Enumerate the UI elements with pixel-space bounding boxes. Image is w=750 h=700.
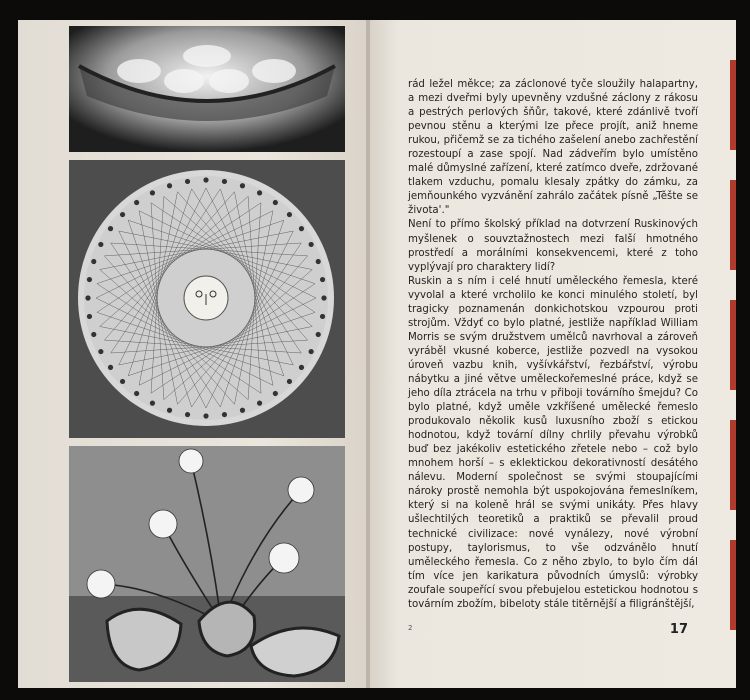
signature-mark: 2 [408,624,413,632]
page-edge-tabs [730,60,738,700]
paragraph: Není to přímo školský příklad na dotvrzení Ruskinových myšlenek o souvztažnostech mezi falší hmotného prostředí a morálními konsekvencemi, které z toho vyplývají pro charaktery lidí? [408,219,698,273]
right-page [370,20,736,688]
body-text [408,78,698,612]
dandelions-vases-photo [69,446,345,682]
book-spread [18,20,736,688]
string-art-plate-photo [69,160,345,438]
paragraph: Ruskin a s ním i celé hnutí uměleckého řemesla, které vyvolal a které vrcholilo ke konci minulého století, byl tragicky poznamenán donkichotskou vzpourou proti strojům. Vždyť co bylo platné, jestliže například William Morris se svým družstvem umělců navrhoval a zároveň vyráběl vkusné koberce, jestliže pozvedl na vysokou úroveň vazbu knih, vyšívkářství, řezbářství, výrobu nábytku a jiné větve uměleckořemeslné práce, když se jeho díla ztrácela na trhu v přiboji továrního šmejdu? Co bylo platné, když uměle vzkříšené umělecké řemeslo produkovalo několik kusů luxusního zboží s etickou hodnotou, když tovární dílny chrlily převahu výrobků buď bez jakékoliv estetického zřetele nebo – což bylo mnohem horší – s eklektickou dekorativností desátého nálevu. Moderní společnost se svými stoupajícími nároky prostě nemohla být uspokojována řemeslníkem, který si na koleně hrál se svými unikáty. Přes hlavy ušlechtilých teoretiků a praktiků se převalil proud technické civilizace: nové vynálezy, nové výrobní postupy, taylorismus, to vše odzvánělo hnutí uměleckého řemesla. Co z něho zbylo, to bylo čím dál tím více jen karikatura původních úmyslů: výrobky zoufale soupeřící svou přebujelou estetickou hodnotou s továrním zbožím, bibeloty stále titěrnější a filigránštější, [408,275,698,610]
left-page [18,20,368,688]
page-number: 17 [669,622,688,637]
paragraph: rád ležel měkce; za záclonové tyče sloužily halapartny, a mezi dveřmi byly upevněny vzdušné záclony z rákosu a pestrých perlových šňůr, takové, které zdánlivě tvoří pevnou stěnu a kterými lze přece projít, aniž hneme rukou, přičemž se za tichého zašelení anebo zachřestění rozestoupí a zase spojí. Nad zádveřím bylo umístěno malé důmyslné zařízení, které zatímco dveře, zdržované tlakem vzduchu, pomalu klesaly zpátky do zámku, za jemňounkého vyzvánění zahrálo začátek písně „Těšte se životа'." [408,79,698,217]
glass-bowl-photo [69,26,345,152]
